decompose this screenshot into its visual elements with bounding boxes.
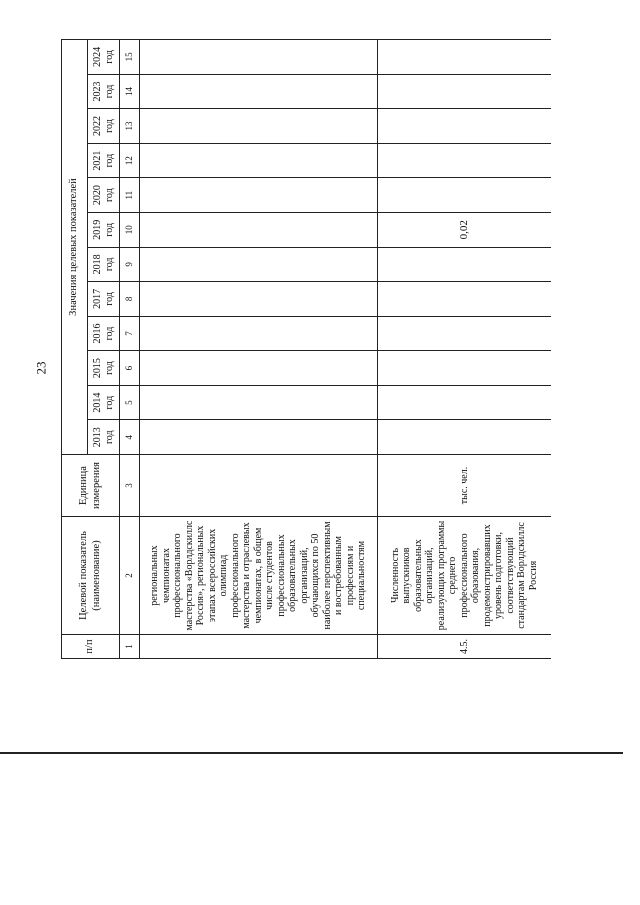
column-number: 4 [120, 420, 140, 455]
header-year: 2015 год [88, 351, 120, 386]
row-value [140, 74, 378, 109]
row-value [140, 316, 378, 351]
row-value [140, 143, 378, 178]
row-value [140, 247, 378, 282]
row-value [140, 109, 378, 144]
header-year: 2013 год [88, 420, 120, 455]
header-year: 2014 год [88, 385, 120, 420]
row-value [378, 40, 552, 75]
row-indicator: Численность выпускников образовательных организаций, реализующих программы среднего профессионального образования, продемонстрировавших уровень подготовки, соответствующий стандартам Ворлдскиллс Россия [378, 517, 552, 635]
column-number: 10 [120, 212, 140, 247]
column-number: 5 [120, 385, 140, 420]
row-value [140, 385, 378, 420]
page-number: 23 [33, 361, 49, 375]
row-value [140, 40, 378, 75]
row-value [140, 420, 378, 455]
header-row-1 [62, 40, 88, 659]
row-value [378, 385, 552, 420]
column-number: 8 [120, 282, 140, 317]
row-number [140, 635, 378, 659]
row-indicator: региональных чемпионатах профессионального мастерства «Ворлдскиллс Россия», региональных этапах всероссийских олимпиад профессионального мастерства и отраслевых чемпионатах, в общем числе студентов профессиональных образовательных организаций, обучающихся по 50 наиболее перспективным и востребованным профессиям и специальностям [140, 517, 378, 635]
header-year: 2022 год [88, 109, 120, 144]
header-year: 2024 год [88, 40, 120, 75]
header-year: 2023 год [88, 74, 120, 109]
column-number: 6 [120, 351, 140, 386]
table-row [140, 40, 378, 659]
column-numbers-row [120, 40, 140, 659]
column-number: 7 [120, 316, 140, 351]
row-value [378, 109, 552, 144]
header-year: 2017 год [88, 282, 120, 317]
header-year: 2021 год [88, 143, 120, 178]
row-value [378, 351, 552, 386]
indicators-table-region [61, 39, 551, 659]
header-year: 2018 год [88, 247, 120, 282]
header-indicator: Целевой показатель (наименование) [62, 517, 120, 635]
row-number: 4.5. [378, 635, 552, 659]
row-value [140, 282, 378, 317]
indicators-table [61, 39, 551, 659]
row-unit [140, 455, 378, 517]
header-year: 2019 год [88, 212, 120, 247]
row-value [378, 247, 552, 282]
row-value [378, 282, 552, 317]
header-values-group: Значения целевых показателей [62, 40, 88, 455]
column-number: 1 [120, 635, 140, 659]
horizontal-rule [0, 752, 623, 754]
row-value [140, 351, 378, 386]
header-unit: Единица измерения [62, 455, 120, 517]
header-year: 2016 год [88, 316, 120, 351]
column-number: 9 [120, 247, 140, 282]
header-year: 2020 год [88, 178, 120, 213]
row-value [378, 143, 552, 178]
column-number: 12 [120, 143, 140, 178]
column-number: 2 [120, 517, 140, 635]
row-unit: тыс. чел. [378, 455, 552, 517]
row-value [140, 178, 378, 213]
row-value [140, 212, 378, 247]
column-number: 14 [120, 74, 140, 109]
header-no: п/п [62, 635, 120, 659]
row-value: 0,02 [378, 212, 552, 247]
rotated-table-container [61, 39, 551, 659]
row-value [378, 420, 552, 455]
column-number: 11 [120, 178, 140, 213]
row-value [378, 316, 552, 351]
column-number: 15 [120, 40, 140, 75]
row-value [378, 74, 552, 109]
column-number: 13 [120, 109, 140, 144]
column-number: 3 [120, 455, 140, 517]
table-row [378, 40, 552, 659]
row-value [378, 178, 552, 213]
